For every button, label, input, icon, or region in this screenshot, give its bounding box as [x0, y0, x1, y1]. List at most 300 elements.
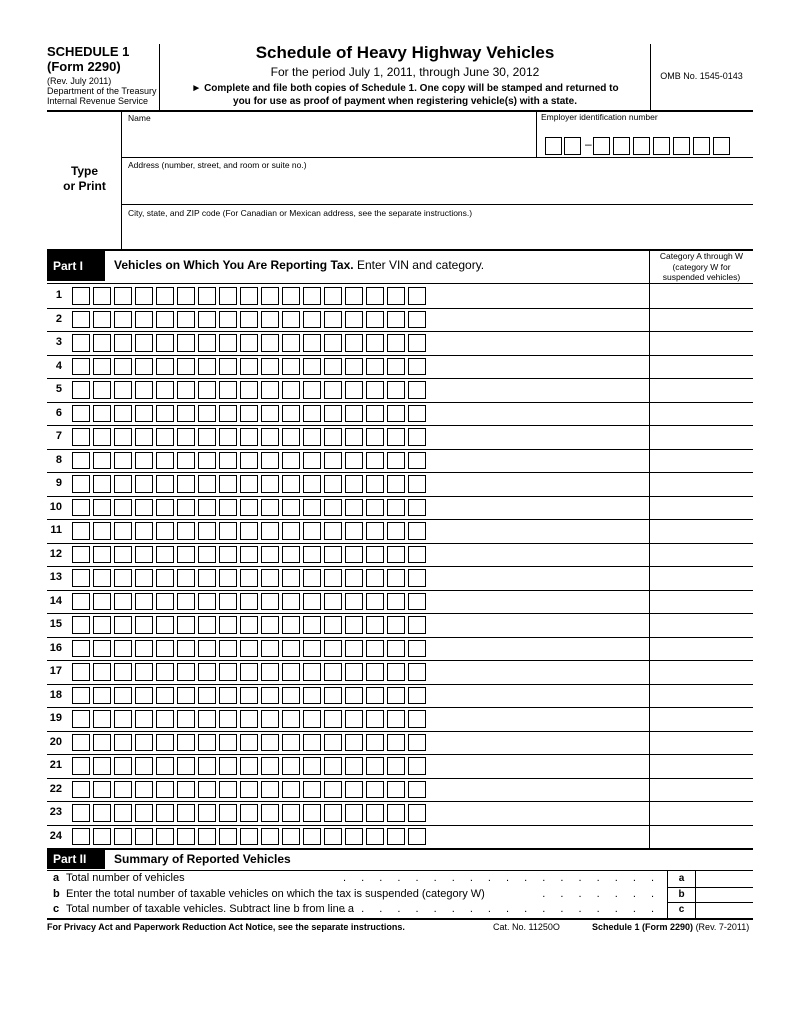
vin-char-box[interactable]: [135, 381, 153, 399]
vin-char-box[interactable]: [93, 428, 111, 446]
vin-char-box[interactable]: [114, 804, 132, 822]
vin-char-box[interactable]: [366, 334, 384, 352]
vin-char-box[interactable]: [156, 663, 174, 681]
vin-char-box[interactable]: [177, 734, 195, 752]
vin-char-box[interactable]: [198, 640, 216, 658]
vin-char-box[interactable]: [135, 663, 153, 681]
vin-char-box[interactable]: [219, 452, 237, 470]
vin-char-box[interactable]: [261, 757, 279, 775]
vin-char-box[interactable]: [135, 287, 153, 305]
vin-char-box[interactable]: [135, 475, 153, 493]
vin-char-box[interactable]: [219, 710, 237, 728]
vin-char-box[interactable]: [114, 358, 132, 376]
vin-char-box[interactable]: [240, 757, 258, 775]
vin-char-box[interactable]: [324, 757, 342, 775]
vin-char-box[interactable]: [366, 522, 384, 540]
vin-char-box[interactable]: [198, 710, 216, 728]
vin-char-box[interactable]: [198, 569, 216, 587]
vin-char-box[interactable]: [93, 757, 111, 775]
vin-char-box[interactable]: [156, 287, 174, 305]
vin-char-box[interactable]: [93, 546, 111, 564]
vin-char-box[interactable]: [93, 405, 111, 423]
vin-char-box[interactable]: [345, 734, 363, 752]
vin-char-box[interactable]: [408, 616, 426, 634]
vin-char-box[interactable]: [135, 734, 153, 752]
vin-char-box[interactable]: [240, 452, 258, 470]
vin-char-box[interactable]: [324, 334, 342, 352]
vin-char-box[interactable]: [282, 546, 300, 564]
vin-char-box[interactable]: [303, 804, 321, 822]
vin-char-box[interactable]: [387, 499, 405, 517]
vin-char-box[interactable]: [408, 287, 426, 305]
vin-char-box[interactable]: [219, 804, 237, 822]
vin-char-box[interactable]: [177, 546, 195, 564]
vin-char-box[interactable]: [408, 311, 426, 329]
vin-char-box[interactable]: [345, 640, 363, 658]
vin-char-box[interactable]: [366, 616, 384, 634]
vin-char-box[interactable]: [156, 311, 174, 329]
name-field[interactable]: [122, 124, 535, 156]
vin-char-box[interactable]: [114, 334, 132, 352]
vin-char-box[interactable]: [156, 334, 174, 352]
vin-char-box[interactable]: [198, 593, 216, 611]
vin-char-box[interactable]: [177, 311, 195, 329]
vin-char-box[interactable]: [177, 710, 195, 728]
vin-char-box[interactable]: [303, 828, 321, 846]
vin-char-box[interactable]: [282, 593, 300, 611]
ein-digit-box[interactable]: [653, 137, 670, 155]
category-field[interactable]: [650, 308, 753, 332]
vin-char-box[interactable]: [240, 311, 258, 329]
vin-char-box[interactable]: [177, 452, 195, 470]
vin-char-box[interactable]: [219, 287, 237, 305]
vin-char-box[interactable]: [114, 311, 132, 329]
vin-char-box[interactable]: [324, 687, 342, 705]
vin-char-box[interactable]: [345, 381, 363, 399]
vin-char-box[interactable]: [135, 452, 153, 470]
category-field[interactable]: [650, 449, 753, 473]
vin-char-box[interactable]: [93, 311, 111, 329]
city-state-zip-field[interactable]: [122, 219, 753, 249]
vin-char-box[interactable]: [177, 616, 195, 634]
vin-char-box[interactable]: [177, 405, 195, 423]
vin-char-box[interactable]: [93, 710, 111, 728]
vin-char-box[interactable]: [387, 663, 405, 681]
vin-char-box[interactable]: [93, 781, 111, 799]
vin-char-box[interactable]: [282, 569, 300, 587]
vin-char-box[interactable]: [114, 546, 132, 564]
vin-char-box[interactable]: [219, 499, 237, 517]
vin-char-box[interactable]: [177, 334, 195, 352]
vin-char-box[interactable]: [303, 428, 321, 446]
vin-char-box[interactable]: [408, 804, 426, 822]
vin-char-box[interactable]: [303, 687, 321, 705]
category-field[interactable]: [650, 378, 753, 402]
vin-char-box[interactable]: [303, 616, 321, 634]
vin-char-box[interactable]: [93, 381, 111, 399]
category-field[interactable]: [650, 566, 753, 590]
vin-char-box[interactable]: [177, 287, 195, 305]
vin-char-box[interactable]: [345, 311, 363, 329]
vin-char-box[interactable]: [324, 569, 342, 587]
vin-char-box[interactable]: [387, 804, 405, 822]
vin-char-box[interactable]: [114, 428, 132, 446]
vin-char-box[interactable]: [408, 640, 426, 658]
vin-char-box[interactable]: [408, 381, 426, 399]
vin-char-box[interactable]: [72, 734, 90, 752]
vin-char-box[interactable]: [282, 781, 300, 799]
vin-char-box[interactable]: [387, 311, 405, 329]
vin-char-box[interactable]: [177, 687, 195, 705]
vin-char-box[interactable]: [366, 734, 384, 752]
summary-value-field[interactable]: [697, 902, 753, 918]
vin-char-box[interactable]: [93, 593, 111, 611]
vin-char-box[interactable]: [303, 640, 321, 658]
vin-char-box[interactable]: [345, 569, 363, 587]
vin-char-box[interactable]: [72, 452, 90, 470]
vin-char-box[interactable]: [261, 428, 279, 446]
vin-char-box[interactable]: [156, 593, 174, 611]
vin-char-box[interactable]: [93, 569, 111, 587]
vin-char-box[interactable]: [345, 428, 363, 446]
vin-char-box[interactable]: [387, 687, 405, 705]
vin-char-box[interactable]: [93, 334, 111, 352]
vin-char-box[interactable]: [177, 663, 195, 681]
vin-char-box[interactable]: [114, 593, 132, 611]
vin-char-box[interactable]: [408, 546, 426, 564]
category-field[interactable]: [650, 425, 753, 449]
vin-char-box[interactable]: [345, 475, 363, 493]
vin-char-box[interactable]: [324, 781, 342, 799]
category-field[interactable]: [650, 543, 753, 567]
vin-char-box[interactable]: [387, 546, 405, 564]
vin-char-box[interactable]: [135, 687, 153, 705]
vin-char-box[interactable]: [198, 405, 216, 423]
vin-char-box[interactable]: [219, 546, 237, 564]
vin-char-box[interactable]: [282, 311, 300, 329]
vin-char-box[interactable]: [72, 546, 90, 564]
vin-char-box[interactable]: [387, 287, 405, 305]
vin-char-box[interactable]: [93, 358, 111, 376]
ein-digit-box[interactable]: [713, 137, 730, 155]
vin-char-box[interactable]: [408, 405, 426, 423]
vin-char-box[interactable]: [282, 828, 300, 846]
vin-char-box[interactable]: [345, 687, 363, 705]
vin-char-box[interactable]: [135, 616, 153, 634]
vin-char-box[interactable]: [156, 358, 174, 376]
vin-char-box[interactable]: [366, 569, 384, 587]
vin-char-box[interactable]: [345, 663, 363, 681]
vin-char-box[interactable]: [387, 522, 405, 540]
vin-char-box[interactable]: [303, 734, 321, 752]
vin-char-box[interactable]: [156, 428, 174, 446]
vin-char-box[interactable]: [345, 358, 363, 376]
vin-char-box[interactable]: [93, 687, 111, 705]
vin-char-box[interactable]: [408, 828, 426, 846]
vin-char-box[interactable]: [387, 710, 405, 728]
vin-char-box[interactable]: [261, 616, 279, 634]
vin-char-box[interactable]: [219, 475, 237, 493]
vin-char-box[interactable]: [345, 593, 363, 611]
vin-char-box[interactable]: [135, 593, 153, 611]
vin-char-box[interactable]: [303, 358, 321, 376]
vin-char-box[interactable]: [198, 287, 216, 305]
vin-char-box[interactable]: [177, 593, 195, 611]
vin-char-box[interactable]: [114, 734, 132, 752]
vin-char-box[interactable]: [282, 687, 300, 705]
ein-digit-box[interactable]: [593, 137, 610, 155]
vin-char-box[interactable]: [240, 593, 258, 611]
vin-char-box[interactable]: [93, 663, 111, 681]
category-field[interactable]: [650, 778, 753, 802]
vin-char-box[interactable]: [93, 475, 111, 493]
vin-char-box[interactable]: [261, 475, 279, 493]
vin-char-box[interactable]: [408, 499, 426, 517]
vin-char-box[interactable]: [240, 804, 258, 822]
vin-char-box[interactable]: [303, 287, 321, 305]
vin-char-box[interactable]: [198, 663, 216, 681]
vin-char-box[interactable]: [198, 804, 216, 822]
vin-char-box[interactable]: [303, 569, 321, 587]
vin-char-box[interactable]: [156, 640, 174, 658]
vin-char-box[interactable]: [114, 687, 132, 705]
vin-char-box[interactable]: [324, 499, 342, 517]
vin-char-box[interactable]: [408, 452, 426, 470]
vin-char-box[interactable]: [135, 311, 153, 329]
vin-char-box[interactable]: [72, 640, 90, 658]
vin-char-box[interactable]: [282, 710, 300, 728]
vin-char-box[interactable]: [198, 358, 216, 376]
vin-char-box[interactable]: [303, 334, 321, 352]
vin-char-box[interactable]: [366, 287, 384, 305]
vin-char-box[interactable]: [156, 687, 174, 705]
vin-char-box[interactable]: [261, 804, 279, 822]
vin-char-box[interactable]: [240, 287, 258, 305]
vin-char-box[interactable]: [114, 522, 132, 540]
vin-char-box[interactable]: [240, 710, 258, 728]
vin-char-box[interactable]: [345, 405, 363, 423]
vin-char-box[interactable]: [156, 475, 174, 493]
vin-char-box[interactable]: [135, 334, 153, 352]
vin-char-box[interactable]: [303, 781, 321, 799]
vin-char-box[interactable]: [282, 804, 300, 822]
vin-char-box[interactable]: [261, 287, 279, 305]
vin-char-box[interactable]: [387, 358, 405, 376]
vin-char-box[interactable]: [387, 781, 405, 799]
vin-char-box[interactable]: [282, 616, 300, 634]
vin-char-box[interactable]: [387, 381, 405, 399]
vin-char-box[interactable]: [177, 804, 195, 822]
vin-char-box[interactable]: [282, 381, 300, 399]
vin-char-box[interactable]: [114, 499, 132, 517]
vin-char-box[interactable]: [282, 287, 300, 305]
vin-char-box[interactable]: [387, 593, 405, 611]
vin-char-box[interactable]: [282, 757, 300, 775]
vin-char-box[interactable]: [282, 475, 300, 493]
vin-char-box[interactable]: [93, 734, 111, 752]
vin-char-box[interactable]: [345, 334, 363, 352]
vin-char-box[interactable]: [324, 616, 342, 634]
vin-char-box[interactable]: [345, 546, 363, 564]
vin-char-box[interactable]: [93, 828, 111, 846]
vin-char-box[interactable]: [240, 475, 258, 493]
vin-char-box[interactable]: [282, 640, 300, 658]
vin-char-box[interactable]: [198, 334, 216, 352]
vin-char-box[interactable]: [324, 522, 342, 540]
vin-char-box[interactable]: [261, 546, 279, 564]
vin-char-box[interactable]: [240, 569, 258, 587]
vin-char-box[interactable]: [135, 405, 153, 423]
vin-char-box[interactable]: [282, 734, 300, 752]
vin-char-box[interactable]: [408, 734, 426, 752]
category-field[interactable]: [650, 731, 753, 755]
vin-char-box[interactable]: [303, 710, 321, 728]
vin-char-box[interactable]: [72, 569, 90, 587]
vin-char-box[interactable]: [303, 757, 321, 775]
vin-char-box[interactable]: [114, 569, 132, 587]
vin-char-box[interactable]: [240, 522, 258, 540]
ein-digit-box[interactable]: [545, 137, 562, 155]
vin-char-box[interactable]: [72, 428, 90, 446]
vin-char-box[interactable]: [387, 334, 405, 352]
vin-char-box[interactable]: [177, 499, 195, 517]
vin-char-box[interactable]: [261, 781, 279, 799]
vin-char-box[interactable]: [156, 710, 174, 728]
vin-char-box[interactable]: [261, 405, 279, 423]
category-field[interactable]: [650, 684, 753, 708]
vin-char-box[interactable]: [408, 710, 426, 728]
vin-char-box[interactable]: [114, 757, 132, 775]
category-field[interactable]: [650, 754, 753, 778]
vin-char-box[interactable]: [387, 828, 405, 846]
vin-char-box[interactable]: [72, 663, 90, 681]
vin-char-box[interactable]: [261, 452, 279, 470]
vin-char-box[interactable]: [114, 381, 132, 399]
vin-char-box[interactable]: [387, 640, 405, 658]
vin-char-box[interactable]: [72, 781, 90, 799]
vin-char-box[interactable]: [135, 640, 153, 658]
vin-char-box[interactable]: [219, 593, 237, 611]
vin-char-box[interactable]: [366, 828, 384, 846]
vin-char-box[interactable]: [156, 616, 174, 634]
vin-char-box[interactable]: [261, 828, 279, 846]
category-field[interactable]: [650, 590, 753, 614]
ein-digit-box[interactable]: [673, 137, 690, 155]
vin-char-box[interactable]: [114, 710, 132, 728]
category-field[interactable]: [650, 825, 753, 849]
vin-char-box[interactable]: [345, 781, 363, 799]
category-field[interactable]: [650, 284, 753, 308]
address-field[interactable]: [122, 171, 753, 203]
vin-char-box[interactable]: [408, 475, 426, 493]
vin-char-box[interactable]: [303, 452, 321, 470]
vin-char-box[interactable]: [282, 663, 300, 681]
vin-char-box[interactable]: [387, 616, 405, 634]
vin-char-box[interactable]: [135, 781, 153, 799]
vin-char-box[interactable]: [261, 687, 279, 705]
ein-digit-box[interactable]: [564, 137, 581, 155]
vin-char-box[interactable]: [282, 499, 300, 517]
vin-char-box[interactable]: [135, 522, 153, 540]
vin-char-box[interactable]: [114, 475, 132, 493]
vin-char-box[interactable]: [366, 428, 384, 446]
vin-char-box[interactable]: [408, 334, 426, 352]
vin-char-box[interactable]: [240, 499, 258, 517]
vin-char-box[interactable]: [345, 710, 363, 728]
vin-char-box[interactable]: [261, 593, 279, 611]
vin-char-box[interactable]: [282, 358, 300, 376]
vin-char-box[interactable]: [303, 522, 321, 540]
vin-char-box[interactable]: [303, 593, 321, 611]
vin-char-box[interactable]: [366, 687, 384, 705]
vin-char-box[interactable]: [177, 428, 195, 446]
vin-char-box[interactable]: [240, 546, 258, 564]
category-field[interactable]: [650, 707, 753, 731]
vin-char-box[interactable]: [324, 452, 342, 470]
vin-char-box[interactable]: [72, 757, 90, 775]
ein-digit-box[interactable]: [613, 137, 630, 155]
vin-char-box[interactable]: [240, 640, 258, 658]
vin-char-box[interactable]: [324, 593, 342, 611]
vin-char-box[interactable]: [72, 405, 90, 423]
vin-char-box[interactable]: [198, 522, 216, 540]
vin-char-box[interactable]: [261, 734, 279, 752]
vin-char-box[interactable]: [282, 334, 300, 352]
vin-char-box[interactable]: [135, 828, 153, 846]
vin-char-box[interactable]: [345, 616, 363, 634]
vin-char-box[interactable]: [366, 663, 384, 681]
vin-char-box[interactable]: [219, 405, 237, 423]
vin-char-box[interactable]: [261, 710, 279, 728]
vin-char-box[interactable]: [387, 405, 405, 423]
vin-char-box[interactable]: [408, 358, 426, 376]
vin-char-box[interactable]: [135, 710, 153, 728]
vin-char-box[interactable]: [261, 522, 279, 540]
ein-digit-box[interactable]: [633, 137, 650, 155]
vin-char-box[interactable]: [156, 405, 174, 423]
vin-char-box[interactable]: [387, 475, 405, 493]
vin-char-box[interactable]: [198, 452, 216, 470]
vin-char-box[interactable]: [324, 358, 342, 376]
category-field[interactable]: [650, 355, 753, 379]
vin-char-box[interactable]: [219, 311, 237, 329]
vin-char-box[interactable]: [261, 381, 279, 399]
category-field[interactable]: [650, 660, 753, 684]
vin-char-box[interactable]: [324, 546, 342, 564]
vin-char-box[interactable]: [93, 804, 111, 822]
vin-char-box[interactable]: [219, 828, 237, 846]
vin-char-box[interactable]: [240, 428, 258, 446]
vin-char-box[interactable]: [198, 499, 216, 517]
vin-char-box[interactable]: [324, 475, 342, 493]
vin-char-box[interactable]: [72, 687, 90, 705]
summary-value-field[interactable]: [697, 871, 753, 887]
vin-char-box[interactable]: [93, 616, 111, 634]
vin-char-box[interactable]: [282, 522, 300, 540]
vin-char-box[interactable]: [366, 804, 384, 822]
vin-char-box[interactable]: [303, 663, 321, 681]
category-field[interactable]: [650, 613, 753, 637]
vin-char-box[interactable]: [72, 616, 90, 634]
vin-char-box[interactable]: [261, 569, 279, 587]
vin-char-box[interactable]: [135, 428, 153, 446]
vin-char-box[interactable]: [72, 311, 90, 329]
vin-char-box[interactable]: [219, 381, 237, 399]
vin-char-box[interactable]: [366, 499, 384, 517]
vin-char-box[interactable]: [156, 734, 174, 752]
vin-char-box[interactable]: [345, 522, 363, 540]
vin-char-box[interactable]: [177, 358, 195, 376]
